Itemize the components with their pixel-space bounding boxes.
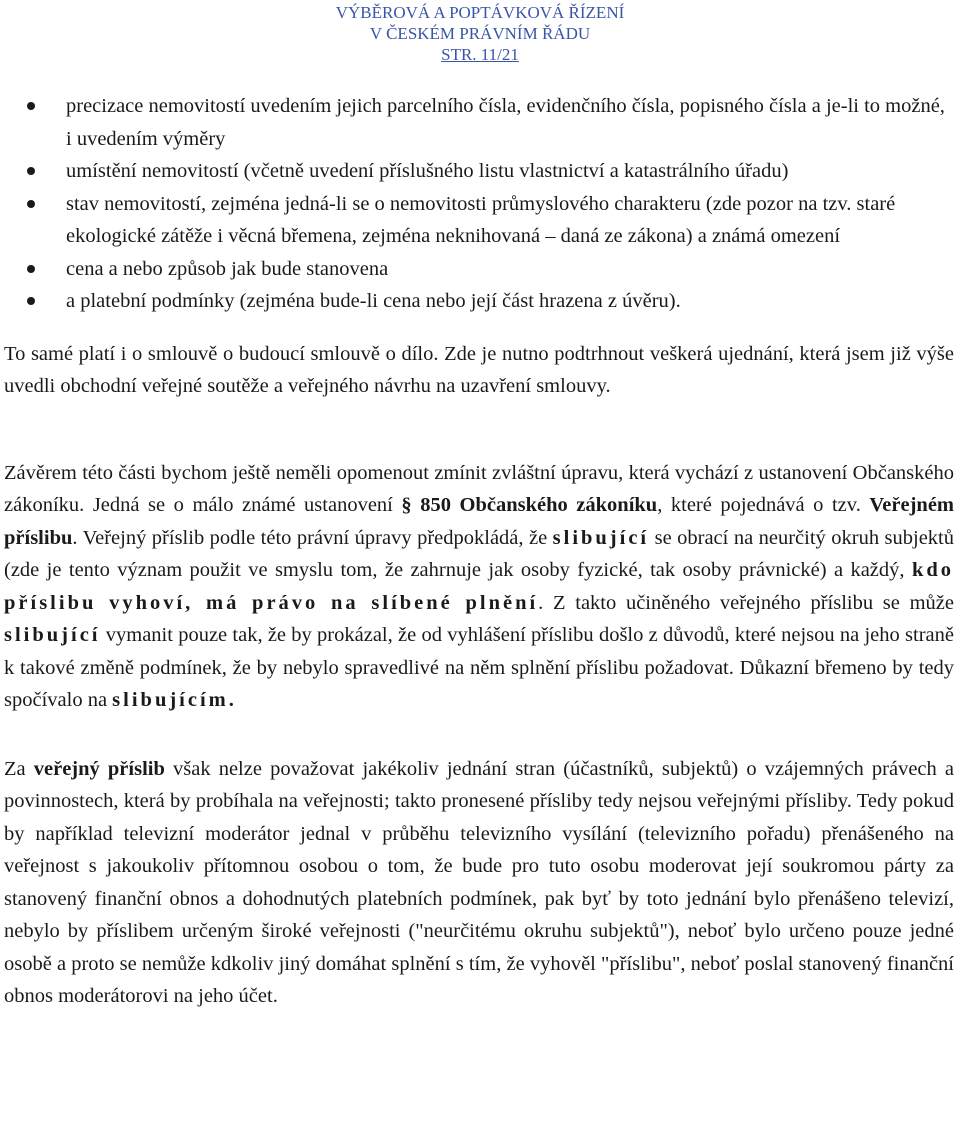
bullet-icon xyxy=(27,167,35,175)
text-run: Závěrem této části bychom ještě neměli opomenout zmínit zvláštní úpravu, která vychází z ustanovení Občanského zákoníku. Jedná se o málo známé ustanovení xyxy=(4,461,954,516)
text-run: . Z takto učiněného veřejného příslibu se může xyxy=(538,591,954,614)
bullet-icon xyxy=(27,297,35,305)
spaced-term: kdo příslibu vyhoví, má právo na slíbené plnění xyxy=(4,559,954,614)
text-run: však nelze považovat jakékoliv jednání stran (účastníků, subjektů) o vzájemných právech a povinnostech, která by probíhala na veřejnosti; takto pronesené přísliby tedy nejsou veřejnými přísliby. Tedy pokud by například televizní moderátor jednal v průběhu televizního vysílání (televizního pořadu) přenášeného na veřejnost s jakoukoliv přítomnou osobou o tom, že bude pro tuto osobu moderovat její soukromou párty za stanovený finanční obnos a dohodnutých platebních podmínek, pak byť by toto jednání bylo přenášeno televizí, nebylo by příslibem určeným široké veřejnosti ("neurčitému okruhu subjektů"), neboť bylo určeno pouze jedné osobě a proto se nemůže kdkoliv jiný domáhat splnění s tím, že vyhověl "příslibu", neboť poslal stanovený finanční obnos moderátorovi na jeho účet. xyxy=(4,757,954,1007)
list-item xyxy=(4,188,954,253)
paragraph-public-promise xyxy=(4,457,954,717)
running-header xyxy=(0,2,960,65)
bold-term: veřejný příslib xyxy=(33,757,165,780)
bold-reference: § 850 Občanského zákoníku xyxy=(401,494,658,516)
list-item xyxy=(4,253,954,286)
list-item xyxy=(4,285,954,318)
paragraph-contract: To samé platí i o smlouvě o budoucí smlouvě o dílo. Zde je nutno podtrhnout veškerá ujednání, která jsem již výše uvedli obchodní veřejné soutěže a veřejného návrhu na uzavření smlouvy. xyxy=(4,342,954,397)
list-item-text: precizace nemovitostí uvedením jejich parcelního čísla, evidenčního čísla, popisného čísla a je-li to možné, i uvedením výměry xyxy=(66,95,945,150)
document-body xyxy=(4,90,954,1013)
list-item-text: umístění nemovitostí (včetně uvedení příslušného listu vlastnictví a katastrálního úřadu) xyxy=(66,160,789,182)
list-item-text: stav nemovitostí, zejména jedná-li se o nemovitosti průmyslového charakteru (zde pozor na tzv. staré ekologické zátěže i věcná břemena, zejména neknihovaná – daná ze zákona) a známá omezení xyxy=(66,192,896,247)
text-run: Za xyxy=(4,757,34,780)
spaced-term: slibující xyxy=(4,624,101,646)
list-item xyxy=(4,90,954,155)
header-subtitle: V ČESKÉM PRÁVNÍM ŘÁDU xyxy=(369,24,591,43)
bullet-icon xyxy=(27,265,35,273)
text-run: . Veřejný příslib podle této právní úpravy předpokládá, že xyxy=(72,526,553,549)
spaced-term: slibující xyxy=(552,526,650,549)
header-title: VÝBĚROVÁ A POPTÁVKOVÁ ŘÍZENÍ xyxy=(335,3,625,22)
text-run: se obrací na neurčitý okruh subjektů (zde je tento význam použit ve smyslu tom, že zahrnuje jak osoby fyzické, tak osoby právnické) a každý, xyxy=(4,526,955,581)
spaced-term: slibujícím. xyxy=(112,689,237,711)
page-number: STR. 11/21 xyxy=(441,45,519,64)
list-item-text: a platební podmínky (zejména bude-li cena nebo její část hrazena z úvěru). xyxy=(66,290,681,312)
list-item xyxy=(4,155,954,188)
text-run: vymanit pouze tak, že by prokázal, že od vyhlášení příslibu došlo z důvodů, které nejsou na jeho straně k takové změně podmínek, že by nebylo spravedlivé na něm splnění příslibu požadovat. Důkazní břemeno by tedy spočívalo na xyxy=(4,624,954,711)
list-item-text: cena a nebo způsob jak bude stanovena xyxy=(66,257,389,280)
bullet-icon xyxy=(27,102,35,110)
bold-term: Veřejném příslibu xyxy=(4,494,954,549)
text-run: , které pojednává o tzv. xyxy=(657,494,870,516)
paragraph-not-public-promise xyxy=(4,753,954,1013)
bullet-list xyxy=(4,90,954,318)
bullet-icon xyxy=(27,200,35,208)
